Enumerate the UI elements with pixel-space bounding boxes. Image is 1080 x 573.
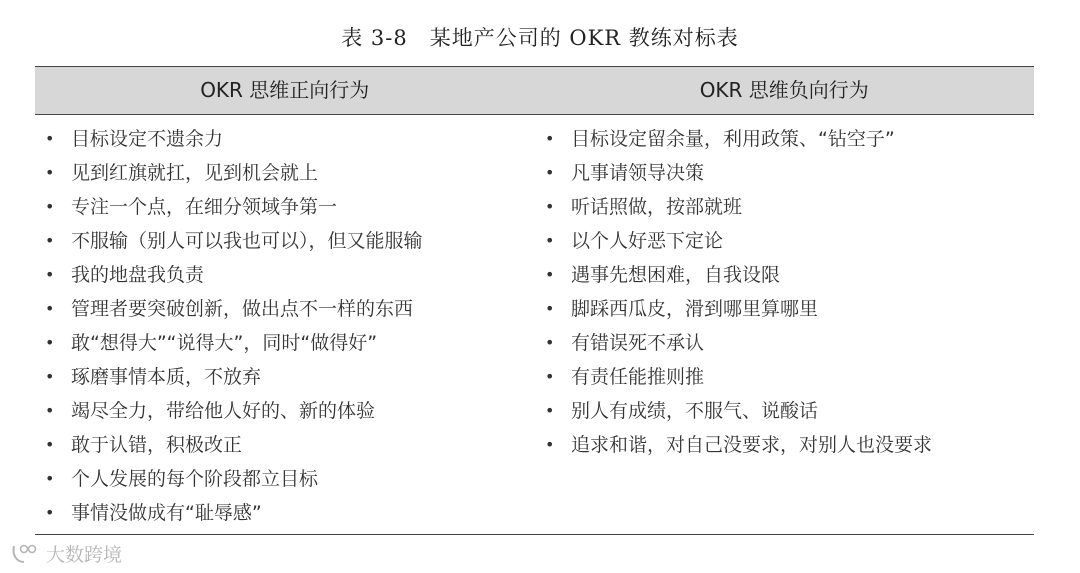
bullet-icon: •	[45, 163, 55, 182]
list-item	[545, 428, 932, 462]
list-item	[545, 224, 932, 258]
bullet-icon: •	[45, 367, 55, 386]
bullet-icon: •	[545, 435, 555, 454]
bullet-icon: •	[45, 435, 55, 454]
list-item-text: 见到红旗就扛，见到机会就上	[71, 162, 319, 184]
bullet-icon: •	[45, 265, 55, 284]
bullet-icon: •	[545, 163, 555, 182]
positive-behaviors-list	[45, 122, 423, 530]
okr-coaching-table	[35, 66, 1034, 535]
list-item	[545, 360, 932, 394]
list-item	[45, 496, 423, 530]
list-item-text: 目标设定不遗余力	[71, 128, 224, 150]
bullet-icon: •	[545, 265, 555, 284]
list-item	[545, 122, 932, 156]
table-header-row	[35, 67, 1034, 115]
bullet-icon: •	[45, 299, 55, 318]
bullet-icon: •	[545, 299, 555, 318]
list-item	[545, 190, 932, 224]
list-item-text: 事情没做成有“耻辱感”	[71, 502, 262, 524]
list-item-text: 凡事请领导决策	[571, 162, 705, 184]
bullet-icon: •	[545, 129, 555, 148]
list-item	[545, 326, 932, 360]
list-item-text: 遇事先想困难，自我设限	[571, 264, 781, 286]
list-item	[545, 258, 932, 292]
list-item	[545, 292, 932, 326]
bullet-icon: •	[45, 129, 55, 148]
list-item	[45, 394, 423, 428]
list-item	[45, 462, 423, 496]
table-caption: 表 3-8 某地产公司的 OKR 教练对标表	[341, 26, 739, 50]
list-item-text: 敢“想得大”“说得大”，同时“做得好”	[71, 332, 378, 354]
bullet-icon: •	[545, 367, 555, 386]
list-item-text: 目标设定留余量，利用政策、“钻空子”	[571, 128, 895, 150]
bullet-icon: •	[545, 333, 555, 352]
list-item-text: 有责任能推则推	[571, 366, 705, 388]
list-item-text: 听话照做，按部就班	[571, 196, 743, 218]
list-item	[545, 156, 932, 190]
list-item	[45, 428, 423, 462]
list-item	[45, 360, 423, 394]
list-item-text: 敢于认错，积极改正	[71, 434, 243, 456]
list-item	[45, 190, 423, 224]
watermark	[10, 540, 122, 567]
bullet-icon: •	[45, 231, 55, 250]
list-item	[45, 156, 423, 190]
list-item	[45, 258, 423, 292]
bullet-icon: •	[45, 503, 55, 522]
header-positive-behaviors: OKR 思维正向行为	[200, 78, 370, 102]
list-item-text: 以个人好恶下定论	[571, 230, 724, 252]
bullet-icon: •	[45, 333, 55, 352]
list-item-text: 别人有成绩，不服气、说酸话	[571, 400, 819, 422]
list-item-text: 竭尽全力，带给他人好的、新的体验	[71, 400, 376, 422]
logo-icon	[10, 542, 40, 566]
watermark-text: 大数跨境	[46, 544, 123, 566]
list-item-text: 琢磨事情本质，不放弃	[71, 366, 262, 388]
bullet-icon: •	[45, 469, 55, 488]
list-item-text: 有错误死不承认	[571, 332, 705, 354]
bullet-icon: •	[45, 401, 55, 420]
list-item	[45, 326, 423, 360]
list-item	[45, 292, 423, 326]
list-item	[45, 224, 423, 258]
header-negative-behaviors: OKR 思维负向行为	[699, 78, 869, 102]
list-item-text: 不服输（别人可以我也可以），但又能服输	[71, 230, 423, 252]
list-item	[545, 394, 932, 428]
list-item-text: 我的地盘我负责	[71, 264, 205, 286]
bullet-icon: •	[545, 401, 555, 420]
list-item-text: 专注一个点，在细分领域争第一	[71, 196, 338, 218]
bullet-icon: •	[45, 197, 55, 216]
bullet-icon: •	[545, 197, 555, 216]
negative-behaviors-list	[545, 122, 932, 462]
list-item-text: 追求和谐，对自己没要求，对别人也没要求	[571, 434, 933, 456]
list-item-text: 个人发展的每个阶段都立目标	[71, 468, 319, 490]
list-item-text: 管理者要突破创新，做出点不一样的东西	[71, 298, 414, 320]
list-item-text: 脚踩西瓜皮，滑到哪里算哪里	[571, 298, 819, 320]
list-item	[45, 122, 423, 156]
bullet-icon: •	[545, 231, 555, 250]
